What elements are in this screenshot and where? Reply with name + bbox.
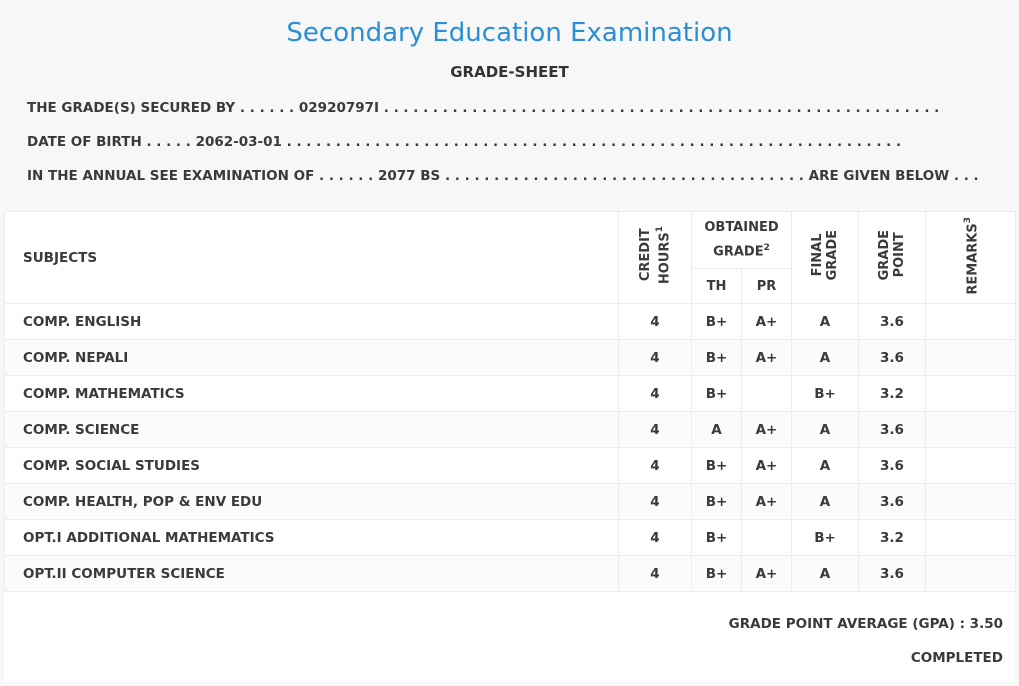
- credit-cell: 4: [619, 448, 692, 484]
- grade-point-cell: 3.2: [859, 520, 926, 556]
- exam-label: IN THE ANNUAL SEE EXAMINATION OF: [27, 168, 315, 184]
- remarks-cell: [926, 520, 1016, 556]
- page-title: Secondary Education Examination: [286, 18, 733, 48]
- final-grade-cell: A: [792, 412, 859, 448]
- credit-cell: 4: [619, 376, 692, 412]
- subject-cell: COMP. MATHEMATICS: [5, 376, 619, 412]
- final-grade-cell: A: [792, 448, 859, 484]
- practical-grade-cell: A+: [742, 556, 792, 592]
- remarks-cell: [926, 304, 1016, 340]
- practical-grade-cell: A+: [742, 412, 792, 448]
- table-row: [5, 484, 1016, 520]
- status-badge: COMPLETED: [910, 650, 1003, 666]
- exam-line: [27, 168, 979, 184]
- theory-grade-cell: B+: [692, 520, 742, 556]
- final-grade-cell: A: [792, 304, 859, 340]
- theory-grade-cell: B+: [692, 376, 742, 412]
- remarks-cell: [926, 340, 1016, 376]
- table-row: [5, 340, 1016, 376]
- exam-year: 2077 BS: [377, 168, 441, 184]
- credit-hours-header: CREDIT HOURS$^1$: [619, 212, 692, 304]
- subject-cell: OPT.II COMPUTER SCIENCE: [5, 556, 619, 592]
- final-grade-cell: B+: [792, 520, 859, 556]
- table-row: [5, 556, 1016, 592]
- final-grade-cell: B+: [792, 376, 859, 412]
- table-row: [5, 520, 1016, 556]
- theory-header: TH: [692, 269, 742, 304]
- obtained-grade-header: OBTAINED GRADE$^2$: [692, 212, 792, 269]
- dot-leader: . . . . . .: [235, 100, 299, 116]
- credit-cell: 4: [619, 484, 692, 520]
- grade-table-container: [4, 211, 1015, 591]
- dob-line: [27, 134, 901, 150]
- table-row: [5, 376, 1016, 412]
- credit-cell: 4: [619, 412, 692, 448]
- practical-grade-cell: A+: [742, 340, 792, 376]
- final-grade-cell: A: [792, 484, 859, 520]
- theory-grade-cell: A: [692, 412, 742, 448]
- grade-point-cell: 3.6: [859, 448, 926, 484]
- remarks-cell: [926, 484, 1016, 520]
- grade-point-cell: 3.6: [859, 484, 926, 520]
- grade-point-cell: 3.2: [859, 376, 926, 412]
- grade-point-cell: 3.6: [859, 340, 926, 376]
- practical-header: PR: [742, 269, 792, 304]
- remarks-cell: [926, 412, 1016, 448]
- subject-cell: COMP. HEALTH, POP & ENV EDU: [5, 484, 619, 520]
- credit-cell: 4: [619, 556, 692, 592]
- credit-cell: 4: [619, 304, 692, 340]
- theory-grade-cell: B+: [692, 556, 742, 592]
- theory-grade-cell: B+: [692, 448, 742, 484]
- dot-leader: . . . . . . . . . . . . . . . . . . . . . . . . . . . . . . . . . . . . .: [440, 168, 809, 184]
- final-grade-cell: A: [792, 340, 859, 376]
- table-row: [5, 412, 1016, 448]
- grade-point-cell: 3.6: [859, 556, 926, 592]
- credit-cell: 4: [619, 520, 692, 556]
- table-row: [5, 304, 1016, 340]
- credit-cell: 4: [619, 340, 692, 376]
- subject-cell: COMP. SCIENCE: [5, 412, 619, 448]
- dot-leader: . . . . . .: [314, 168, 378, 184]
- theory-grade-cell: B+: [692, 484, 742, 520]
- symbol-number: 02920797I: [298, 100, 380, 116]
- practical-grade-cell: A+: [742, 484, 792, 520]
- final-grade-header: FINAL GRADE: [792, 212, 859, 304]
- practical-grade-cell: A+: [742, 304, 792, 340]
- dot-leader: . . . . .: [141, 134, 196, 150]
- gpa-value: GRADE POINT AVERAGE (GPA) : 3.50: [728, 616, 1003, 632]
- dot-leader: . . . . . . . . . . . . . . . . . . . . . . . . . . . . . . . . . . . . . . . . . . . . . . . . . . . . . . . . .: [379, 100, 940, 116]
- grade-point-header: GRADE POINT: [859, 212, 926, 304]
- table-row: [5, 448, 1016, 484]
- subject-cell: OPT.I ADDITIONAL MATHEMATICS: [5, 520, 619, 556]
- remarks-cell: [926, 376, 1016, 412]
- subject-cell: COMP. ENGLISH: [5, 304, 619, 340]
- dob-label: DATE OF BIRTH: [27, 134, 142, 150]
- theory-grade-cell: B+: [692, 304, 742, 340]
- grade-point-cell: 3.6: [859, 304, 926, 340]
- practical-grade-cell: [742, 520, 792, 556]
- secured-by-label: THE GRADE(S) SECURED BY: [27, 100, 236, 116]
- grade-point-cell: 3.6: [859, 412, 926, 448]
- practical-grade-cell: A+: [742, 448, 792, 484]
- theory-grade-cell: B+: [692, 340, 742, 376]
- remarks-cell: [926, 556, 1016, 592]
- remarks-header: REMARKS$^3$: [926, 212, 1016, 304]
- grade-table: [4, 211, 1016, 592]
- subjects-header: SUBJECTS: [5, 212, 619, 304]
- subject-cell: COMP. SOCIAL STUDIES: [5, 448, 619, 484]
- grade-sheet-heading: GRADE-SHEET: [450, 63, 569, 81]
- remarks-cell: [926, 448, 1016, 484]
- dot-leader: . . . . . . . . . . . . . . . . . . . . . . . . . . . . . . . . . . . . . . . . . . . . . . . . . . . . . . . . . . . . . . .: [281, 134, 902, 150]
- dob-value: 2062-03-01: [195, 134, 282, 150]
- practical-grade-cell: [742, 376, 792, 412]
- result-footer: [4, 592, 1015, 682]
- final-grade-cell: A: [792, 556, 859, 592]
- subject-cell: COMP. NEPALI: [5, 340, 619, 376]
- secured-by-line: [27, 100, 939, 116]
- exam-tail: ARE GIVEN BELOW . . .: [808, 168, 979, 184]
